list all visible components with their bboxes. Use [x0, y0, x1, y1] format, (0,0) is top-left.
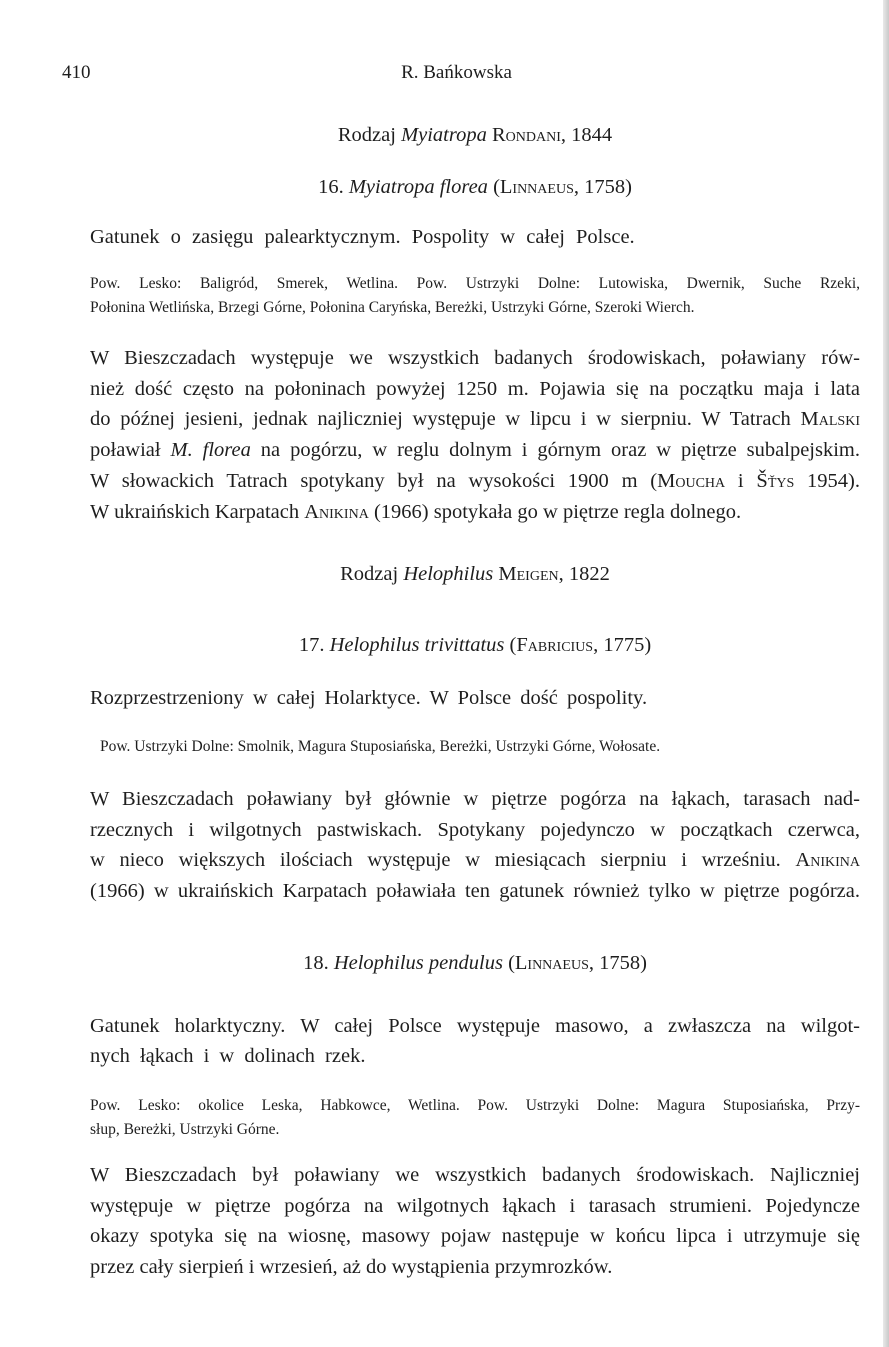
species-heading-18: 18. Helophilus pendulus (Linnaeus, 1758) [303, 952, 647, 974]
genus-name: Helophilus [403, 563, 494, 585]
species-16-range: Gatunek o zasięgu palearktycznym. Pospolity w całej Polsce. [90, 226, 635, 248]
species-name: Myiatropa florea [348, 176, 488, 198]
genus-name: Myiatropa [401, 124, 487, 146]
species-18-range: Gatunek holarktyczny. W całej Polsce występuje masowo, a zwłaszcza na wilgot- nych łąkach i w dolinach rzek. [90, 1015, 860, 1067]
species-16-localities: Pow. Lesko: Baligród, Smerek, Wetlina. Pow. Ustrzyki Dolne: Lutowiska, Dwernik, Suche Rzeki, Połonina Wetlińska, Brzegi Górne, Połonina Caryńska, Bereżki, Ustrzyki Górne, Szeroki Wierch. [90, 275, 860, 316]
genus-heading-helophilus: Rodzaj Helophilus Meigen, 1822 [340, 563, 610, 585]
species-author: Fabricius [516, 634, 594, 656]
species-17-range: Rozprzestrzeniony w całej Holarktyce. W Polsce dość pospolity. [90, 687, 648, 709]
page-number: 410 [62, 62, 91, 83]
species-author: Linnaeus [514, 952, 589, 974]
species-17-localities: Pow. Ustrzyki Dolne: Smolnik, Magura Stuposiańska, Bereżki, Ustrzyki Górne, Wołosate. [100, 738, 661, 755]
species-name: Helophilus trivittatus [329, 634, 505, 656]
species-heading-16: 16. Myiatropa florea (Linnaeus, 1758) [318, 176, 632, 198]
species-16-description: W Bieszczadach występuje we wszystkich badanych środowiskach, poławiany rów- nież dość często na połoninach powyżej 1250 m. Pojawia się na początku maja i lata do późnej jesieni, jednak najliczniej występuje w lipcu i w sierpniu. W Tatrach Malski poławiał M. florea na pogórzu, w reglu dolnym i górnym oraz w piętrze subalpejskim. W słowackich Tatrach spotykany był na wysokości 1900 m (Moucha i Šťys 1954). W ukraińskich Karpatach Anikina (1966) spotykała go w piętrze regla dolnego. [90, 347, 861, 523]
page-edge-shadow [883, 0, 889, 1347]
genus-heading-myiatropa: Rodzaj Myiatropa Rondani, 1844 [337, 124, 613, 146]
species-name: Helophilus pendulus [333, 952, 503, 974]
species-author: Linnaeus [499, 176, 574, 198]
species-heading-17: 17. Helophilus trivittatus (Fabricius, 1775) [298, 634, 652, 656]
species-18-localities: Pow. Lesko: okolice Leska, Habkowce, Wetlina. Pow. Ustrzyki Dolne: Magura Stuposiańska, Przy- słup, Bereżki, Ustrzyki Górne. [90, 1097, 860, 1138]
genus-author: Meigen [498, 563, 559, 585]
genus-author: Rondani [491, 124, 561, 146]
page-header [62, 62, 851, 92]
species-17-description: W Bieszczadach poławiany był głównie w piętrze pogórza na łąkach, tarasach nad- rzecznych i wilgotnych pastwiskach. Spotykany pojedynczo w początkach czerwca, w nieco większych ilościach występuje w miesiącach sierpniu i wrześniu. Anikina (1966) w ukraińskich Karpatach poławiała ten gatunek również tylko w piętrze pogórza. [90, 788, 860, 903]
running-head-author: R. Bańkowska [401, 62, 512, 83]
species-18-description: W Bieszczadach był poławiany we wszystkich badanych środowiskach. Najliczniej występuje w piętrze pogórza na wilgotnych łąkach i tarasach strumieni. Pojedyncze okazy spotyka się na wiosnę, masowy pojaw następuje w końcu lipca i utrzymuje się przez cały sierpień i wrzesień, aż do wystąpienia przymrozków. [90, 1164, 860, 1279]
